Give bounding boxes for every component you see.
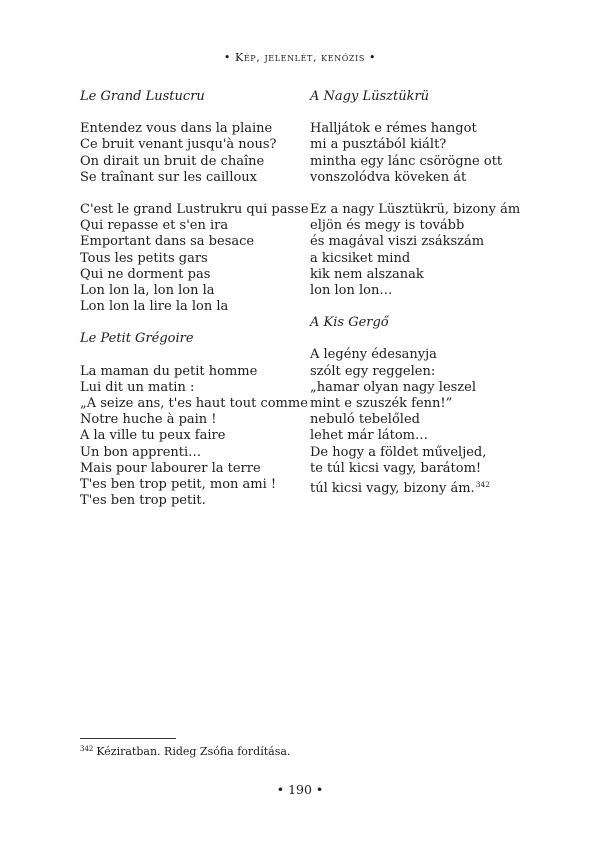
- verse-text: te túl kicsi vagy, barátom!: [310, 460, 482, 476]
- verse-text: eljön és megy is tovább: [310, 218, 465, 234]
- poem-title: A Kis Gergő: [310, 315, 389, 331]
- verse-line: [310, 461, 530, 477]
- verse-line: [80, 364, 300, 380]
- stanza: [310, 202, 530, 299]
- verse-line: [310, 170, 530, 186]
- verse-line: [310, 283, 530, 299]
- verse-line: [80, 477, 300, 493]
- verse-line: [80, 251, 300, 267]
- verse-text: T'es ben trop petit.: [80, 493, 206, 509]
- verse-text: C'est le grand Lustrukru qui passe: [80, 202, 309, 218]
- verse-line: [310, 154, 530, 170]
- verse-text: kik nem alszanak: [310, 266, 424, 282]
- verse-text: Entendez vous dans la plaine: [80, 121, 273, 137]
- verse-line: [80, 267, 300, 283]
- verse-line: [310, 251, 530, 267]
- verse-text: On dirait un bruit de chaîne: [80, 153, 265, 169]
- stanza: [80, 202, 309, 315]
- verse-line: [80, 121, 300, 137]
- verse-text: Ce bruit venant jusqu'à nous?: [80, 137, 277, 153]
- verse-line: [80, 396, 308, 412]
- verse-text: „hamar olyan nagy leszel: [310, 379, 477, 395]
- verse-text: Qui repasse et s'en ira: [80, 218, 229, 234]
- verse-text: lon lon lon…: [310, 283, 393, 299]
- verse-line: [80, 445, 300, 461]
- page-number: • 190 •: [276, 782, 324, 797]
- verse-text: Halljátok e rémes hangot: [310, 121, 477, 137]
- verse-line: [80, 283, 300, 299]
- verse-text: nebuló tebelőled: [310, 412, 420, 428]
- running-head: • Kép, jelenlét, kenózis •: [223, 51, 377, 64]
- verse-line: [80, 412, 300, 428]
- verse-text: lehet már látom…: [310, 428, 428, 444]
- verse-text: Qui ne dorment pas: [80, 266, 211, 282]
- verse-line: [310, 137, 530, 153]
- verse-line: [80, 380, 300, 396]
- verse-line: [80, 461, 300, 477]
- verse-line: [310, 218, 530, 234]
- verse-text: A la ville tu peux faire: [80, 428, 226, 444]
- verse-line: [80, 218, 300, 234]
- french-column: [80, 89, 309, 525]
- verse-text: Lon lon la, lon lon la: [80, 283, 215, 299]
- verse-line: [310, 412, 530, 428]
- verse-text: A legény édesanyja: [310, 347, 437, 363]
- verse-text: Lui dit un matin :: [80, 379, 195, 395]
- footnote-text: Kéziratban. Rideg Zsófia fordítása.: [96, 745, 291, 758]
- verse-text: Notre huche à pain !: [80, 412, 217, 428]
- verse-text: Se traînant sur les cailloux: [80, 169, 258, 185]
- verse-line: [310, 267, 530, 283]
- verse-text: La maman du petit homme: [80, 363, 258, 379]
- verse-text: T'es ben trop petit, mon ami !: [80, 477, 277, 493]
- stanza: [80, 121, 300, 186]
- verse-text: „A seize ans, t'es haut tout comme: [80, 396, 308, 412]
- verse-text: túl kicsi vagy, bizony ám.: [310, 481, 475, 497]
- verse-text: mint e szuszék fenn!”: [310, 396, 453, 412]
- verse-line: [80, 170, 300, 186]
- verse-text: a kicsiket mind: [310, 250, 411, 266]
- verse-line: [310, 121, 530, 137]
- hungarian-column: [310, 89, 530, 513]
- verse-line: [80, 154, 300, 170]
- verse-text: mintha egy lánc csörögne ott: [310, 153, 503, 169]
- verse-text: De hogy a földet műveljed,: [310, 444, 487, 460]
- stanza: [310, 121, 530, 186]
- verse-line: [310, 445, 530, 461]
- verse-line: [310, 234, 530, 250]
- verse-line: [310, 428, 530, 444]
- footnote-reference: 342: [475, 480, 491, 490]
- poem-title: Le Petit Grégoire: [80, 331, 194, 347]
- poem-title: Le Grand Lustucru: [80, 89, 205, 104]
- verse-text: Ez a nagy Lüsztükrü, bizony ám: [310, 202, 521, 218]
- verse-text: vonszolódva köveken át: [310, 169, 467, 185]
- verse-line: [80, 137, 300, 153]
- verse-line: [80, 299, 300, 315]
- verse-line: [310, 347, 530, 363]
- verse-text: mi a pusztából kiált?: [310, 137, 447, 153]
- verse-line: [80, 234, 300, 250]
- verse-text: Un bon apprenti…: [80, 444, 202, 460]
- verse-text: Lon lon la lire la lon la: [80, 299, 229, 315]
- verse-line: [310, 202, 530, 218]
- footnote: [80, 745, 290, 758]
- verse-line: [80, 202, 309, 218]
- stanza: [80, 363, 308, 510]
- verse-text: és magával viszi zsákszám: [310, 234, 485, 250]
- verse-line: [310, 477, 530, 497]
- verse-line: [80, 493, 300, 509]
- stanza: [310, 347, 530, 497]
- verse-line: [310, 380, 530, 396]
- verse-line: [80, 428, 300, 444]
- footnote-marker: 342: [80, 745, 94, 753]
- verse-text: Emportant dans sa besace: [80, 234, 255, 250]
- poem-title: A Nagy Lüsztükrü: [310, 89, 430, 104]
- verse-line: [310, 364, 530, 380]
- footnote-divider: [80, 738, 176, 739]
- verse-line: [310, 396, 530, 412]
- verse-text: Mais pour labourer la terre: [80, 460, 261, 476]
- verse-text: Tous les petits gars: [80, 250, 208, 266]
- verse-text: szólt egy reggelen:: [310, 363, 436, 379]
